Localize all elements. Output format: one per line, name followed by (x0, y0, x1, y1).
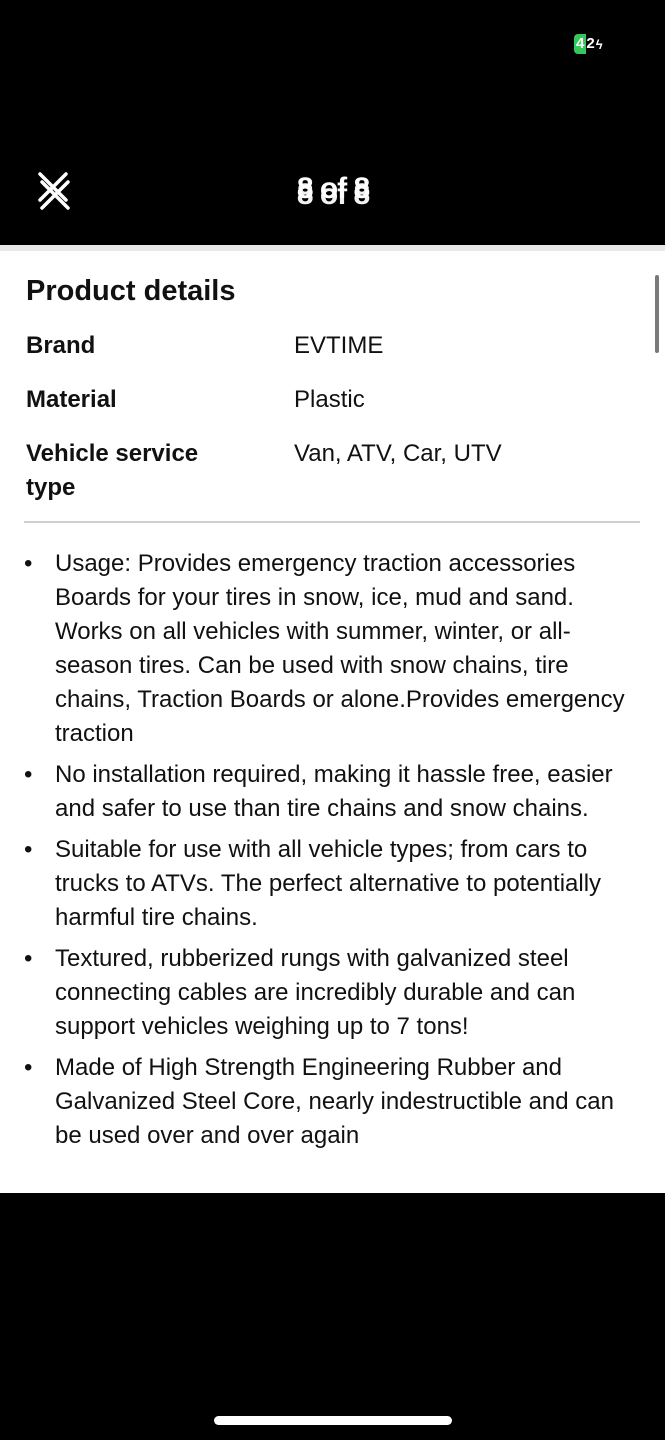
divider (24, 521, 640, 523)
page-counter: 8 of 8 (296, 172, 370, 205)
section-title: Product details (26, 275, 236, 307)
product-details-panel[interactable] (0, 245, 665, 1193)
image-viewer-header (0, 80, 665, 245)
feature-bullet: • Textured, rubberized rungs with galvanized steel connecting cables are incredibly durable and can support vehicles weighing up to 7 tons! (0, 942, 665, 1044)
status-bar (0, 0, 665, 80)
battery-level-first: 4 (576, 35, 585, 52)
details-label: Brand (26, 332, 96, 359)
feature-bullet: • Usage: Provides emergency traction accessories Boards for your tires in snow, ice, mud and sand. Works on all vehicles with summer, winter, or all-season tires. Can be used with snow chains, tire chains, Traction Boards or alone.Provides emergency traction (0, 547, 665, 751)
charging-bolt-icon: ϟ (595, 36, 603, 52)
close-button[interactable] (36, 170, 72, 212)
details-label: Material (26, 386, 117, 413)
home-indicator[interactable] (214, 1416, 452, 1425)
details-label: Vehicle service type (26, 440, 199, 501)
feature-bullet: • Suitable for use with all vehicle types; from cars to trucks to ATVs. The perfect alternative to potentially harmful tire chains. (0, 833, 665, 935)
scrollbar[interactable] (655, 275, 659, 353)
feature-bullet: • Made of High Strength Engineering Rubber and Galvanized Steel Core, nearly indestructible and can be used over and over again (0, 1051, 665, 1153)
details-value: Plastic (294, 386, 365, 413)
battery-level-rest: 2 (586, 35, 595, 52)
close-icon (36, 170, 72, 212)
details-value: Van, ATV, Car, UTV (294, 440, 502, 467)
battery-indicator (574, 33, 603, 55)
details-value: EVTIME (294, 332, 384, 359)
feature-bullet-list (0, 547, 665, 1160)
feature-bullet: • No installation required, making it hassle free, easier and safer to use than tire chains and snow chains. (0, 758, 665, 826)
